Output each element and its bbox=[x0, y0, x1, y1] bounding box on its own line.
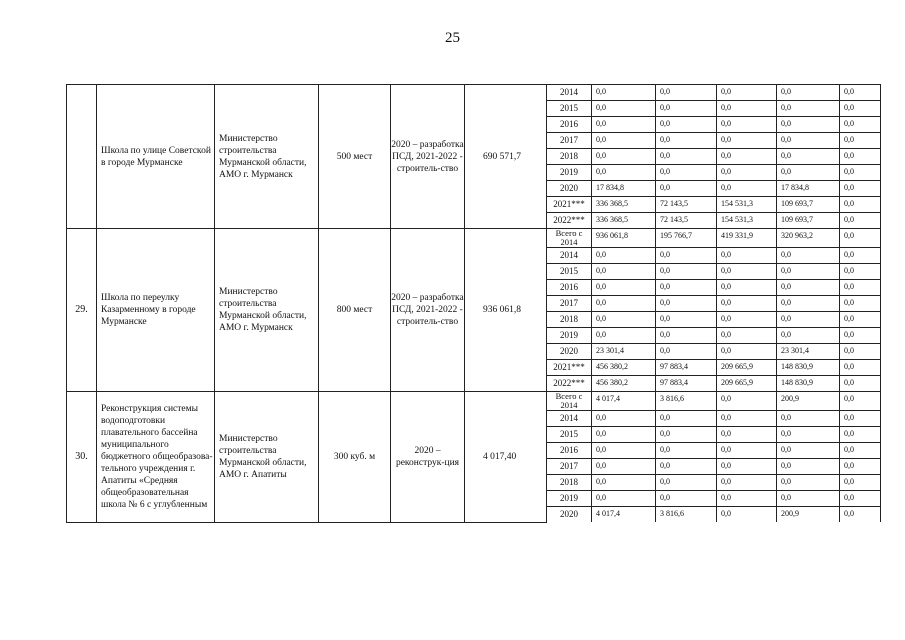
value-cell: 0,0 bbox=[656, 491, 717, 507]
value-cell: 0,0 bbox=[840, 101, 881, 117]
year-cell: 2017 bbox=[547, 459, 592, 475]
value-cell: 0,0 bbox=[592, 328, 656, 344]
value-cell: 336 368,5 bbox=[592, 197, 656, 213]
year-cell: 2014 bbox=[547, 411, 592, 427]
value-cell: 23 301,4 bbox=[592, 344, 656, 360]
year-cell: 2014 bbox=[547, 85, 592, 101]
value-cell: 0,0 bbox=[777, 280, 840, 296]
value-cell: 0,0 bbox=[777, 443, 840, 459]
value-cell: 0,0 bbox=[777, 328, 840, 344]
value-cell: 336 368,5 bbox=[592, 213, 656, 229]
value-cell: 0,0 bbox=[717, 133, 777, 149]
year-cell: 2021*** bbox=[547, 360, 592, 376]
value-cell: 4 017,4 bbox=[592, 507, 656, 523]
year-cell: 2015 bbox=[547, 101, 592, 117]
project-number: 30. bbox=[67, 392, 97, 523]
table-row bbox=[67, 85, 881, 101]
value-cell: 0,0 bbox=[592, 248, 656, 264]
value-cell: 200,9 bbox=[777, 392, 840, 411]
value-cell: 0,0 bbox=[656, 264, 717, 280]
value-cell: 0,0 bbox=[840, 344, 881, 360]
project-executor: Министерство строительства Мурманской области, АМО г. Мурманск bbox=[215, 229, 319, 392]
project-executor: Министерство строительства Мурманской области, АМО г. Апатиты bbox=[215, 392, 319, 523]
value-cell: 0,0 bbox=[840, 459, 881, 475]
year-cell: 2019 bbox=[547, 165, 592, 181]
value-cell: 0,0 bbox=[777, 248, 840, 264]
value-cell: 0,0 bbox=[840, 507, 881, 523]
project-cost: 4 017,40 bbox=[465, 392, 547, 523]
table-row bbox=[67, 392, 881, 411]
value-cell: 0,0 bbox=[717, 443, 777, 459]
value-cell: 0,0 bbox=[656, 181, 717, 197]
value-cell: 0,0 bbox=[840, 165, 881, 181]
value-cell: 0,0 bbox=[717, 328, 777, 344]
value-cell: 97 883,4 bbox=[656, 360, 717, 376]
value-cell: 0,0 bbox=[717, 149, 777, 165]
value-cell: 17 834,8 bbox=[777, 181, 840, 197]
value-cell: 0,0 bbox=[840, 197, 881, 213]
value-cell: 0,0 bbox=[592, 411, 656, 427]
value-cell: 0,0 bbox=[840, 360, 881, 376]
value-cell: 0,0 bbox=[717, 264, 777, 280]
value-cell: 0,0 bbox=[840, 312, 881, 328]
value-cell: 0,0 bbox=[717, 392, 777, 411]
project-number bbox=[67, 85, 97, 229]
value-cell: 0,0 bbox=[717, 491, 777, 507]
year-cell: 2021*** bbox=[547, 197, 592, 213]
project-capacity: 300 куб. м bbox=[319, 392, 391, 523]
value-cell: 0,0 bbox=[656, 411, 717, 427]
value-cell: 0,0 bbox=[840, 213, 881, 229]
page-number: 25 bbox=[445, 30, 460, 46]
value-cell: 0,0 bbox=[656, 312, 717, 328]
year-cell: 2015 bbox=[547, 264, 592, 280]
value-cell: 0,0 bbox=[592, 165, 656, 181]
value-cell: 0,0 bbox=[656, 133, 717, 149]
value-cell: 0,0 bbox=[717, 344, 777, 360]
value-cell: 0,0 bbox=[656, 427, 717, 443]
value-cell: 3 816,6 bbox=[656, 507, 717, 523]
year-cell: 2018 bbox=[547, 149, 592, 165]
project-capacity: 800 мест bbox=[319, 229, 391, 392]
value-cell: 0,0 bbox=[717, 181, 777, 197]
year-cell: 2014 bbox=[547, 248, 592, 264]
value-cell: 0,0 bbox=[840, 149, 881, 165]
value-cell: 0,0 bbox=[656, 443, 717, 459]
value-cell: 0,0 bbox=[840, 411, 881, 427]
value-cell: 0,0 bbox=[777, 491, 840, 507]
value-cell: 0,0 bbox=[840, 248, 881, 264]
value-cell: 0,0 bbox=[777, 117, 840, 133]
project-name: Реконструкция системы водоподготовки плавательного бассейна муниципального бюджетного общеобразова-тельного учреждения г. Апатиты «Средняя общеобразовательная школа № 6 с углубленным bbox=[97, 392, 215, 523]
value-cell: 0,0 bbox=[656, 475, 717, 491]
value-cell: 0,0 bbox=[840, 427, 881, 443]
year-cell: 2022*** bbox=[547, 376, 592, 392]
value-cell: 0,0 bbox=[840, 328, 881, 344]
value-cell: 320 963,2 bbox=[777, 229, 840, 248]
value-cell: 109 693,7 bbox=[777, 213, 840, 229]
project-capacity: 500 мест bbox=[319, 85, 391, 229]
value-cell: 0,0 bbox=[656, 296, 717, 312]
value-cell: 97 883,4 bbox=[656, 376, 717, 392]
value-cell: 0,0 bbox=[840, 181, 881, 197]
value-cell: 0,0 bbox=[717, 427, 777, 443]
value-cell: 0,0 bbox=[592, 427, 656, 443]
year-cell: 2020 bbox=[547, 181, 592, 197]
project-name: Школа по переулку Казарменному в городе Мурманске bbox=[97, 229, 215, 392]
value-cell: 0,0 bbox=[592, 296, 656, 312]
value-cell: 0,0 bbox=[840, 296, 881, 312]
year-cell: 2017 bbox=[547, 133, 592, 149]
value-cell: 0,0 bbox=[656, 328, 717, 344]
year-cell: Всего с 2014 bbox=[547, 392, 592, 411]
value-cell: 154 531,3 bbox=[717, 213, 777, 229]
year-cell: 2017 bbox=[547, 296, 592, 312]
project-cost: 690 571,7 bbox=[465, 85, 547, 229]
year-cell: 2015 bbox=[547, 427, 592, 443]
table-row bbox=[67, 229, 881, 248]
value-cell: 419 331,9 bbox=[717, 229, 777, 248]
value-cell: 0,0 bbox=[777, 312, 840, 328]
value-cell: 0,0 bbox=[777, 101, 840, 117]
value-cell: 195 766,7 bbox=[656, 229, 717, 248]
value-cell: 0,0 bbox=[840, 475, 881, 491]
project-period: 2020 – реконструк-ция bbox=[391, 392, 465, 523]
value-cell: 0,0 bbox=[777, 264, 840, 280]
value-cell: 0,0 bbox=[777, 296, 840, 312]
value-cell: 148 830,9 bbox=[777, 360, 840, 376]
value-cell: 200,9 bbox=[777, 507, 840, 523]
value-cell: 0,0 bbox=[592, 443, 656, 459]
value-cell: 0,0 bbox=[840, 443, 881, 459]
value-cell: 0,0 bbox=[777, 165, 840, 181]
year-cell: 2018 bbox=[547, 475, 592, 491]
value-cell: 0,0 bbox=[840, 117, 881, 133]
value-cell: 0,0 bbox=[717, 117, 777, 133]
value-cell: 0,0 bbox=[592, 475, 656, 491]
value-cell: 0,0 bbox=[840, 491, 881, 507]
value-cell: 0,0 bbox=[656, 101, 717, 117]
value-cell: 0,0 bbox=[592, 85, 656, 101]
project-executor: Министерство строительства Мурманской области, АМО г. Мурманск bbox=[215, 85, 319, 229]
year-cell: 2016 bbox=[547, 117, 592, 133]
project-cost: 936 061,8 bbox=[465, 229, 547, 392]
value-cell: 0,0 bbox=[717, 85, 777, 101]
value-cell: 209 665,9 bbox=[717, 360, 777, 376]
project-period: 2020 – разработка ПСД, 2021-2022 - строитель-ство bbox=[391, 85, 465, 229]
value-cell: 936 061,8 bbox=[592, 229, 656, 248]
value-cell: 0,0 bbox=[717, 101, 777, 117]
value-cell: 0,0 bbox=[717, 280, 777, 296]
project-name: Школа по улице Советской в городе Мурманске bbox=[97, 85, 215, 229]
project-number: 29. bbox=[67, 229, 97, 392]
value-cell: 0,0 bbox=[840, 392, 881, 411]
value-cell: 0,0 bbox=[592, 149, 656, 165]
value-cell: 0,0 bbox=[777, 149, 840, 165]
value-cell: 0,0 bbox=[656, 459, 717, 475]
value-cell: 0,0 bbox=[777, 133, 840, 149]
year-cell: 2016 bbox=[547, 443, 592, 459]
value-cell: 0,0 bbox=[592, 491, 656, 507]
value-cell: 72 143,5 bbox=[656, 197, 717, 213]
value-cell: 0,0 bbox=[592, 117, 656, 133]
value-cell: 0,0 bbox=[656, 248, 717, 264]
value-cell: 0,0 bbox=[777, 475, 840, 491]
value-cell: 4 017,4 bbox=[592, 392, 656, 411]
value-cell: 0,0 bbox=[717, 165, 777, 181]
value-cell: 0,0 bbox=[840, 280, 881, 296]
year-cell: 2020 bbox=[547, 507, 592, 523]
value-cell: 0,0 bbox=[717, 248, 777, 264]
value-cell: 0,0 bbox=[717, 411, 777, 427]
year-cell: 2022*** bbox=[547, 213, 592, 229]
value-cell: 0,0 bbox=[656, 85, 717, 101]
value-cell: 72 143,5 bbox=[656, 213, 717, 229]
value-cell: 0,0 bbox=[592, 264, 656, 280]
value-cell: 0,0 bbox=[717, 475, 777, 491]
year-cell: Всего с 2014 bbox=[547, 229, 592, 248]
value-cell: 0,0 bbox=[717, 296, 777, 312]
value-cell: 109 693,7 bbox=[777, 197, 840, 213]
year-cell: 2020 bbox=[547, 344, 592, 360]
year-cell: 2018 bbox=[547, 312, 592, 328]
value-cell: 0,0 bbox=[717, 507, 777, 523]
year-cell: 2016 bbox=[547, 280, 592, 296]
project-period: 2020 – разработка ПСД, 2021-2022 - строитель-ство bbox=[391, 229, 465, 392]
value-cell: 17 834,8 bbox=[592, 181, 656, 197]
value-cell: 0,0 bbox=[777, 459, 840, 475]
value-cell: 456 380,2 bbox=[592, 376, 656, 392]
value-cell: 456 380,2 bbox=[592, 360, 656, 376]
value-cell: 148 830,9 bbox=[777, 376, 840, 392]
value-cell: 0,0 bbox=[840, 85, 881, 101]
value-cell: 0,0 bbox=[777, 427, 840, 443]
value-cell: 0,0 bbox=[717, 312, 777, 328]
value-cell: 0,0 bbox=[840, 264, 881, 280]
value-cell: 0,0 bbox=[777, 85, 840, 101]
value-cell: 0,0 bbox=[656, 280, 717, 296]
value-cell: 0,0 bbox=[840, 376, 881, 392]
value-cell: 0,0 bbox=[656, 165, 717, 181]
value-cell: 0,0 bbox=[656, 149, 717, 165]
value-cell: 209 665,9 bbox=[717, 376, 777, 392]
value-cell: 3 816,6 bbox=[656, 392, 717, 411]
projects-table bbox=[66, 84, 881, 523]
value-cell: 0,0 bbox=[840, 133, 881, 149]
value-cell: 0,0 bbox=[592, 280, 656, 296]
value-cell: 0,0 bbox=[840, 229, 881, 248]
projects-table-body bbox=[67, 85, 881, 523]
value-cell: 0,0 bbox=[592, 312, 656, 328]
value-cell: 23 301,4 bbox=[777, 344, 840, 360]
value-cell: 0,0 bbox=[592, 133, 656, 149]
value-cell: 154 531,3 bbox=[717, 197, 777, 213]
value-cell: 0,0 bbox=[592, 459, 656, 475]
year-cell: 2019 bbox=[547, 328, 592, 344]
value-cell: 0,0 bbox=[656, 117, 717, 133]
value-cell: 0,0 bbox=[717, 459, 777, 475]
value-cell: 0,0 bbox=[777, 411, 840, 427]
value-cell: 0,0 bbox=[592, 101, 656, 117]
value-cell: 0,0 bbox=[656, 344, 717, 360]
year-cell: 2019 bbox=[547, 491, 592, 507]
